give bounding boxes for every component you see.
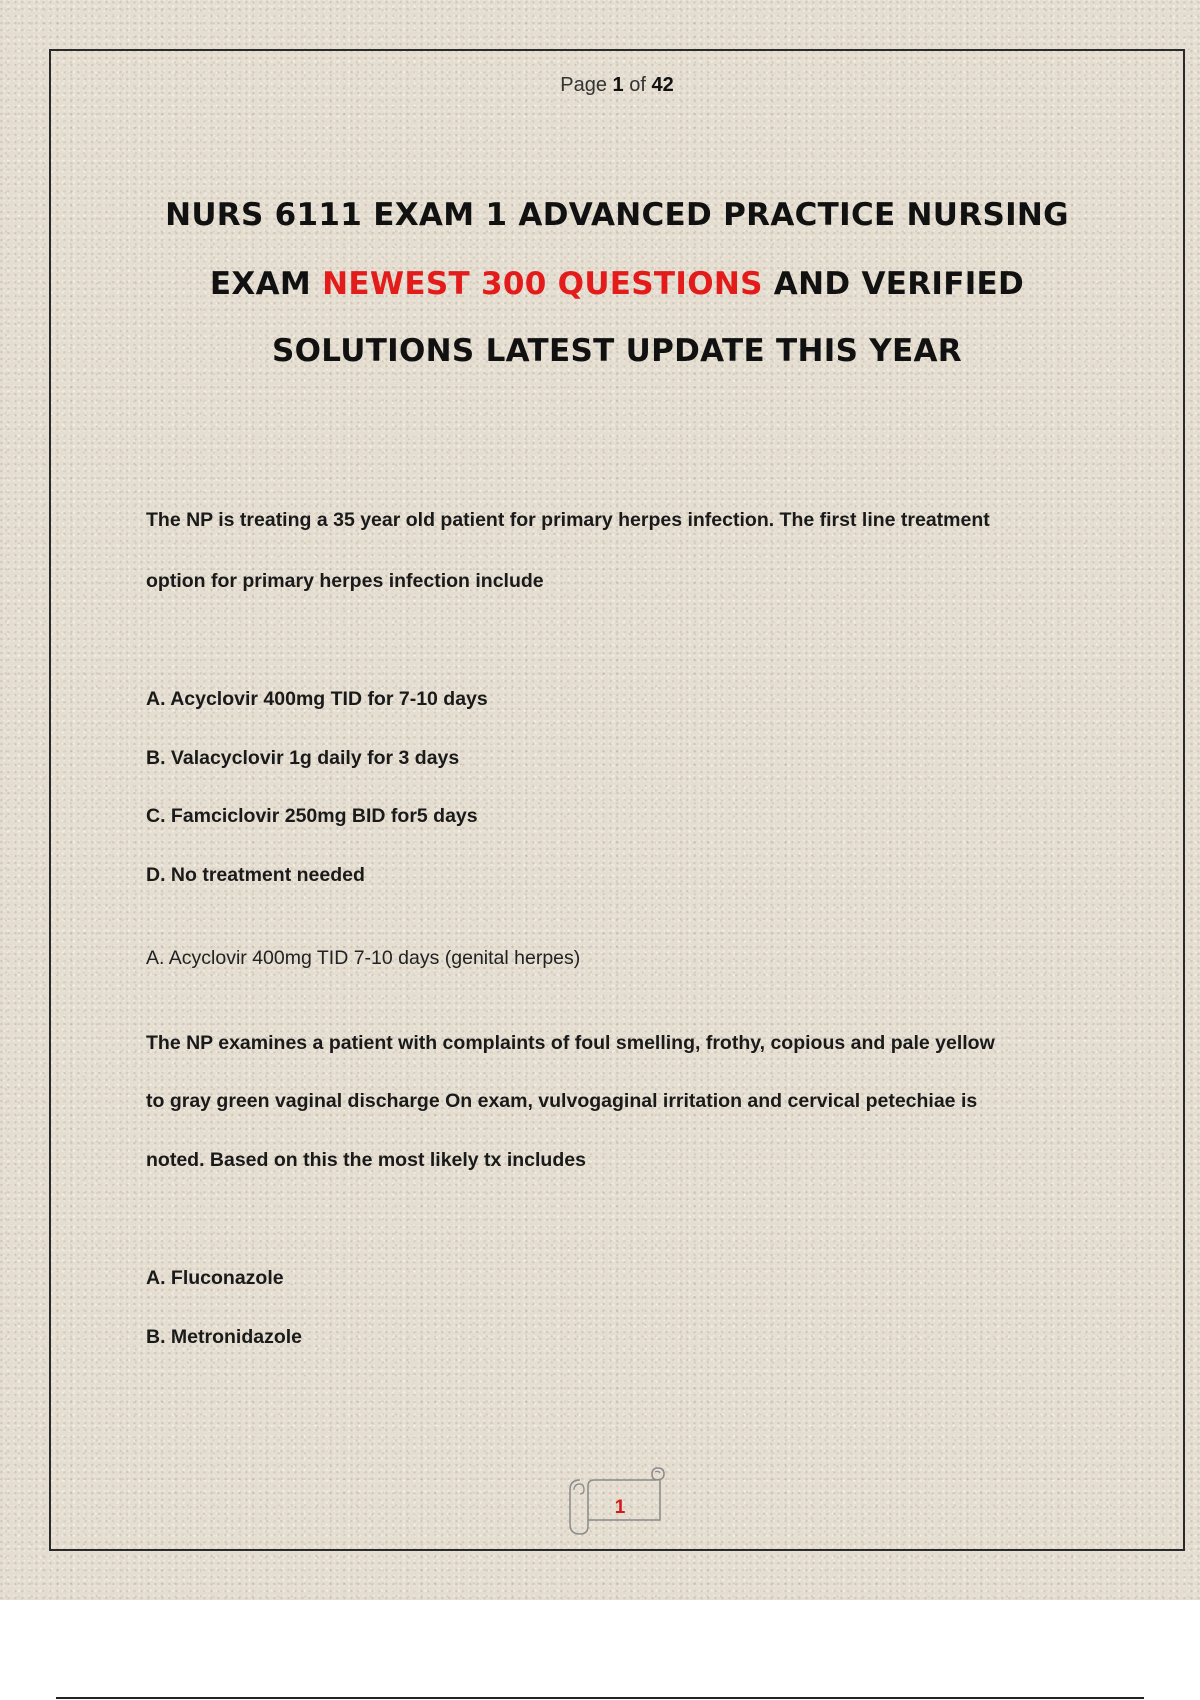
question-1-option-b: B. Valacyclovir 1g daily for 3 days (146, 747, 460, 769)
page-of: of (629, 74, 646, 96)
page-label: Page (560, 74, 607, 96)
title-line-1: NURS 6111 EXAM 1 ADVANCED PRACTICE NURSING (165, 197, 1069, 233)
question-2-line-3: noted. Based on this the most likely tx includes (146, 1149, 586, 1171)
question-1-answer: A. Acyclovir 400mg TID 7-10 days (genital herpes) (146, 947, 581, 969)
question-1-option-c: C. Famciclovir 250mg BID for5 days (146, 805, 478, 827)
question-2-line-1: The NP examines a patient with complaints of foul smelling, frothy, copious and pale yellow (146, 1032, 995, 1054)
footer-page-number: 1 (614, 1497, 626, 1518)
divider (56, 1697, 1144, 1699)
question-1-line-2: option for primary herpes infection include (146, 570, 544, 592)
title-line-3: SOLUTIONS LATEST UPDATE THIS YEAR (272, 333, 962, 369)
title-highlight: NEWEST 300 QUESTIONS (322, 266, 763, 302)
question-1-option-a: A. Acyclovir 400mg TID for 7-10 days (146, 688, 488, 710)
title-line-2 (50, 266, 1184, 302)
page-header (0, 74, 1200, 97)
question-1-line-1: The NP is treating a 35 year old patient for primary herpes infection. The first line treatment (146, 509, 990, 531)
question-1-option-d: D. No treatment needed (146, 864, 365, 886)
question-2-option-b: B. Metronidazole (146, 1326, 303, 1348)
question-2-line-2: to gray green vaginal discharge On exam, vulvogaginal irritation and cervical petechiae is (146, 1090, 978, 1112)
title-line-2-suffix: AND VERIFIED (762, 266, 1025, 302)
page-total: 42 (651, 74, 674, 96)
title-line-2-prefix: EXAM (209, 266, 323, 302)
page-current: 1 (612, 74, 624, 96)
question-2-option-a: A. Fluconazole (146, 1267, 284, 1289)
